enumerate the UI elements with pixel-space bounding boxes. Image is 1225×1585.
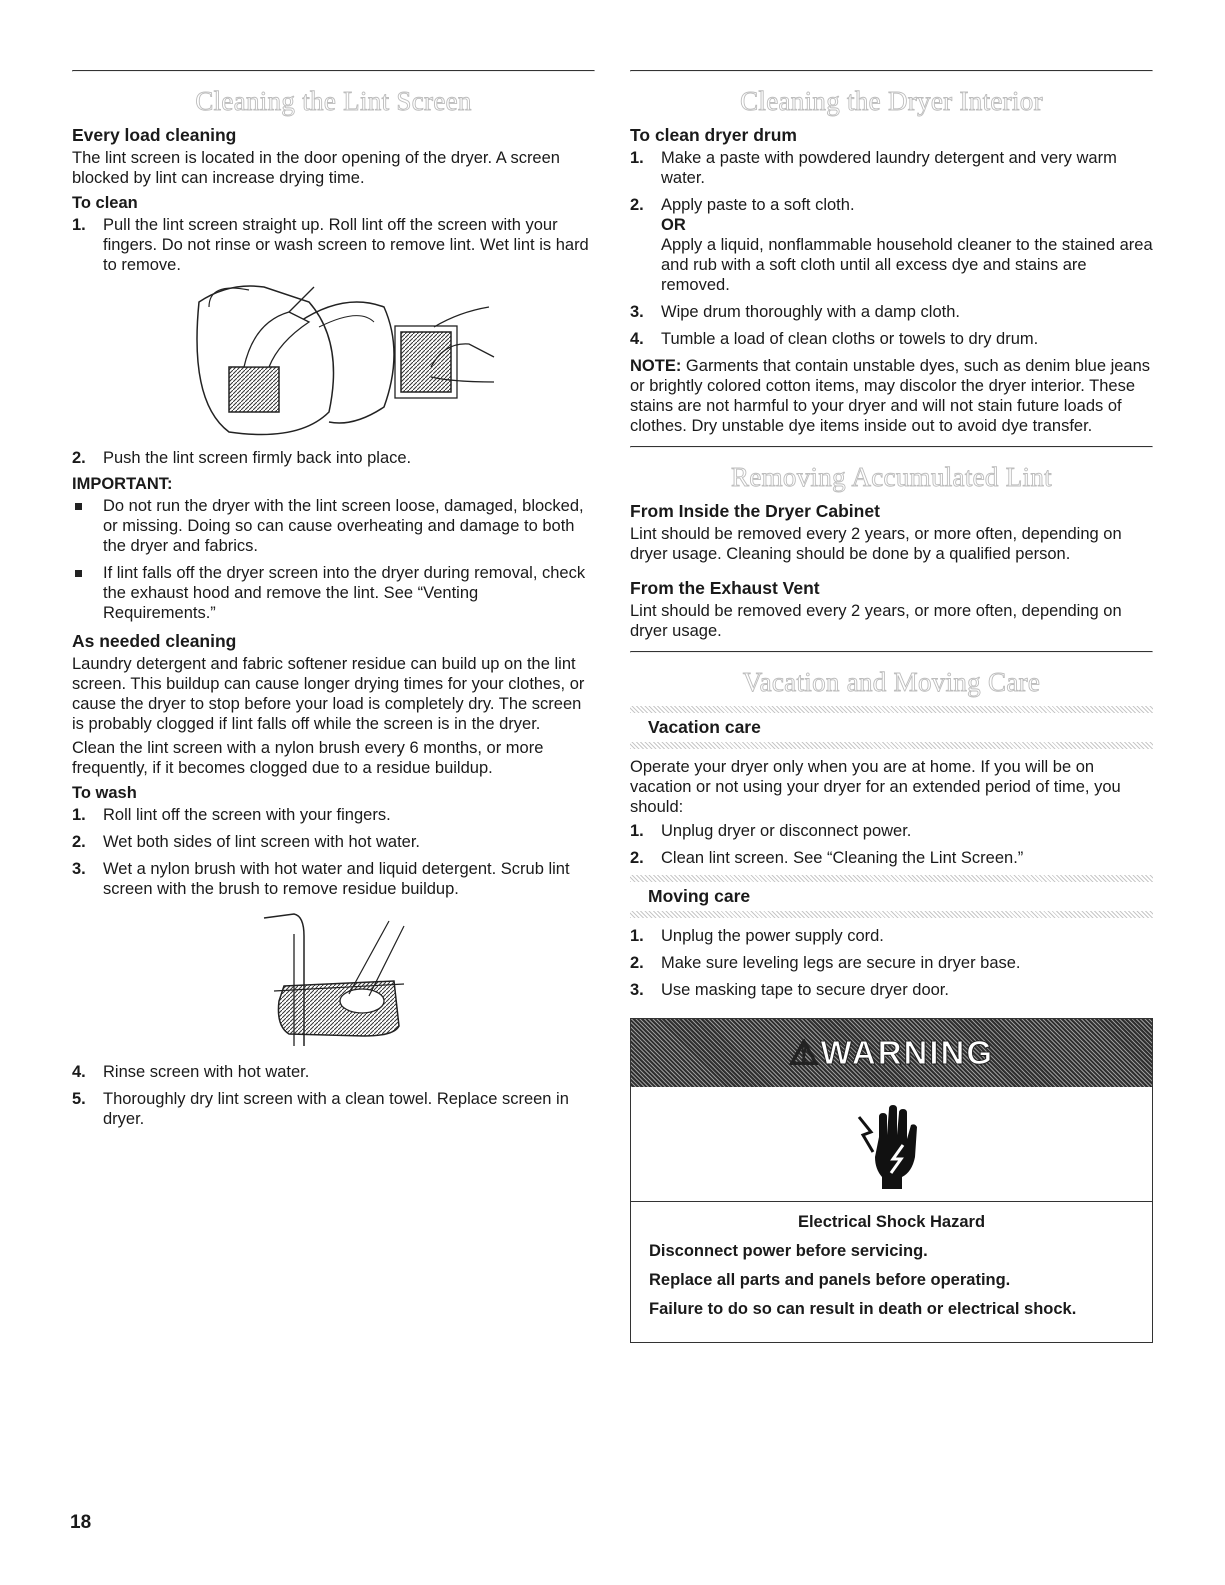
section-title-vacation-moving: Vacation and Moving Care <box>742 667 1041 697</box>
hatch-divider <box>630 742 1153 749</box>
lint-screen-washing-illustration <box>254 906 414 1056</box>
list-item: 4. Rinse screen with hot water. <box>72 1063 310 1081</box>
heading-exhaust-vent: From the Exhaust Vent <box>630 578 820 598</box>
to-clean-steps <box>72 215 595 275</box>
lint-screen-removal-illustration <box>169 282 499 442</box>
heading-as-needed: As needed cleaning <box>72 631 237 651</box>
vent-paragraph: Lint should be removed every 2 years, or more often, depending on dryer usage. <box>630 602 1122 640</box>
list-item: 1. Unplug dryer or disconnect power. <box>630 822 912 840</box>
hatch-divider <box>630 706 1153 713</box>
heading-moving-care: Moving care <box>648 886 751 906</box>
alternate-instruction: Apply a liquid, nonflammable household cleaner to the stained area and rub with a soft cloth until all excess dye and stains are removed. <box>661 236 1153 294</box>
important-bullets <box>72 496 595 623</box>
bullet-item: Do not run the dryer with the lint screen loose, damaged, blocked, or missing. Doing so can cause overheating and damage to both the dryer and fabrics. <box>72 496 595 556</box>
list-item: 1. Make a paste with powdered laundry detergent and very warm water. <box>630 149 1117 187</box>
drum-steps <box>630 148 1153 349</box>
cabinet-paragraph: Lint should be removed every 2 years, or more often, depending on dryer usage. Cleaning should be done by a qualified person. <box>630 525 1122 563</box>
section-title-dryer-interior: Cleaning the Dryer Interior <box>740 86 1043 116</box>
to-clean-steps-continued <box>72 448 595 468</box>
list-item: 1. Roll lint off the screen with your fingers. <box>72 806 391 824</box>
list-item: 3. Wet a nylon brush with hot water and liquid detergent. Scrub lint screen with the brush to remove residue buildup. <box>72 860 570 898</box>
note-paragraph: NOTE: Garments that contain unstable dyes, such as denim blue jeans or brightly colored cotton items, may discolor the dryer interior. These stains are not harmful to your dryer and will not stain future loads of clothes. Dry unstable dye items inside out to avoid dye transfer. <box>630 357 1151 435</box>
list-item: 2. Make sure leveling legs are secure in dryer base. <box>630 954 1021 972</box>
warning-line: Disconnect power before servicing. <box>649 1242 928 1260</box>
list-item: 1. Unplug the power supply cord. <box>630 927 884 945</box>
warning-title: Electrical Shock Hazard <box>797 1213 986 1231</box>
hatch-divider <box>630 875 1153 882</box>
vacation-paragraph: Operate your dryer only when you are at home. If you will be on vacation or not using your dryer for an extended period of time, you should: <box>630 758 1121 816</box>
heading-dryer-cabinet: From Inside the Dryer Cabinet <box>630 501 880 521</box>
heading-important: IMPORTANT: <box>72 475 173 493</box>
to-wash-steps-continued <box>72 1062 595 1129</box>
warning-box <box>630 1018 1153 1343</box>
heading-vacation-care: Vacation care <box>648 717 761 737</box>
warning-header: ⚠WARNING <box>631 1019 1152 1087</box>
list-item: 5. Thoroughly dry lint screen with a clean towel. Replace screen in dryer. <box>72 1090 569 1128</box>
hatch-divider <box>630 911 1153 918</box>
section-rule <box>630 446 1153 448</box>
list-item: 3. Wipe drum thoroughly with a damp cloth. <box>630 303 960 321</box>
warning-line: Failure to do so can result in death or electrical shock. <box>649 1300 1077 1318</box>
list-item: 2. Apply paste to a soft cloth. OR Apply a liquid, nonflammable household cleaner to the stained area and rub with a soft cloth until all excess dye and stains are removed. <box>630 196 1153 294</box>
left-column <box>72 70 595 1136</box>
moving-steps <box>630 926 1153 1000</box>
list-item: 3. Use masking tape to secure dryer door. <box>630 981 949 999</box>
section-rule <box>72 70 595 72</box>
list-item: 2. Wet both sides of lint screen with hot water. <box>72 833 421 851</box>
warning-triangle-icon: ⚠ <box>788 1034 821 1071</box>
section-rule <box>630 70 1153 72</box>
list-item: 2. Push the lint screen firmly back into place. <box>72 449 412 467</box>
list-item: 4. Tumble a load of clean cloths or towels to dry drum. <box>630 330 1039 348</box>
heading-clean-dryer-drum: To clean dryer drum <box>630 125 797 145</box>
to-wash-steps <box>72 805 595 899</box>
electrical-shock-hazard-icon <box>631 1087 1152 1201</box>
heading-to-wash: To wash <box>72 784 137 802</box>
or-label: OR <box>661 216 686 234</box>
heading-every-load: Every load cleaning <box>72 125 237 145</box>
right-column <box>630 70 1153 1343</box>
list-item: 1. Pull the lint screen straight up. Roll lint off the screen with your fingers. Do not rinse or wash screen to remove lint. Wet lint is hard to remove. <box>72 216 589 274</box>
note-label: NOTE: <box>630 357 682 375</box>
as-needed-paragraph-2: Clean the lint screen with a nylon brush every 6 months, or more frequently, if it becomes clogged due to a residue buildup. <box>72 739 544 777</box>
list-item: 2. Clean lint screen. See “Cleaning the Lint Screen.” <box>630 849 1024 867</box>
warning-line: Replace all parts and panels before operating. <box>649 1271 1011 1289</box>
section-rule <box>630 651 1153 653</box>
bullet-item: If lint falls off the dryer screen into the dryer during removal, check the exhaust hood and remove the lint. See “Venting Requirements.” <box>72 563 595 623</box>
heading-to-clean: To clean <box>72 194 138 212</box>
section-title-lint-screen: Cleaning the Lint Screen <box>195 86 472 116</box>
vacation-steps <box>630 821 1153 868</box>
section-title-accumulated-lint: Removing Accumulated Lint <box>731 462 1052 492</box>
warning-message <box>631 1201 1152 1342</box>
as-needed-paragraph-1: Laundry detergent and fabric softener residue can build up on the lint screen. This buildup can cause longer drying times for your clothes, or cause the dryer to stop before your load is completely dry. The screen is probably clogged if lint falls off while the screen is in the dryer. <box>72 655 585 733</box>
page-number: 18 <box>70 1512 92 1533</box>
every-load-intro: The lint screen is located in the door opening of the dryer. A screen blocked by lint can increase drying time. <box>72 149 560 187</box>
